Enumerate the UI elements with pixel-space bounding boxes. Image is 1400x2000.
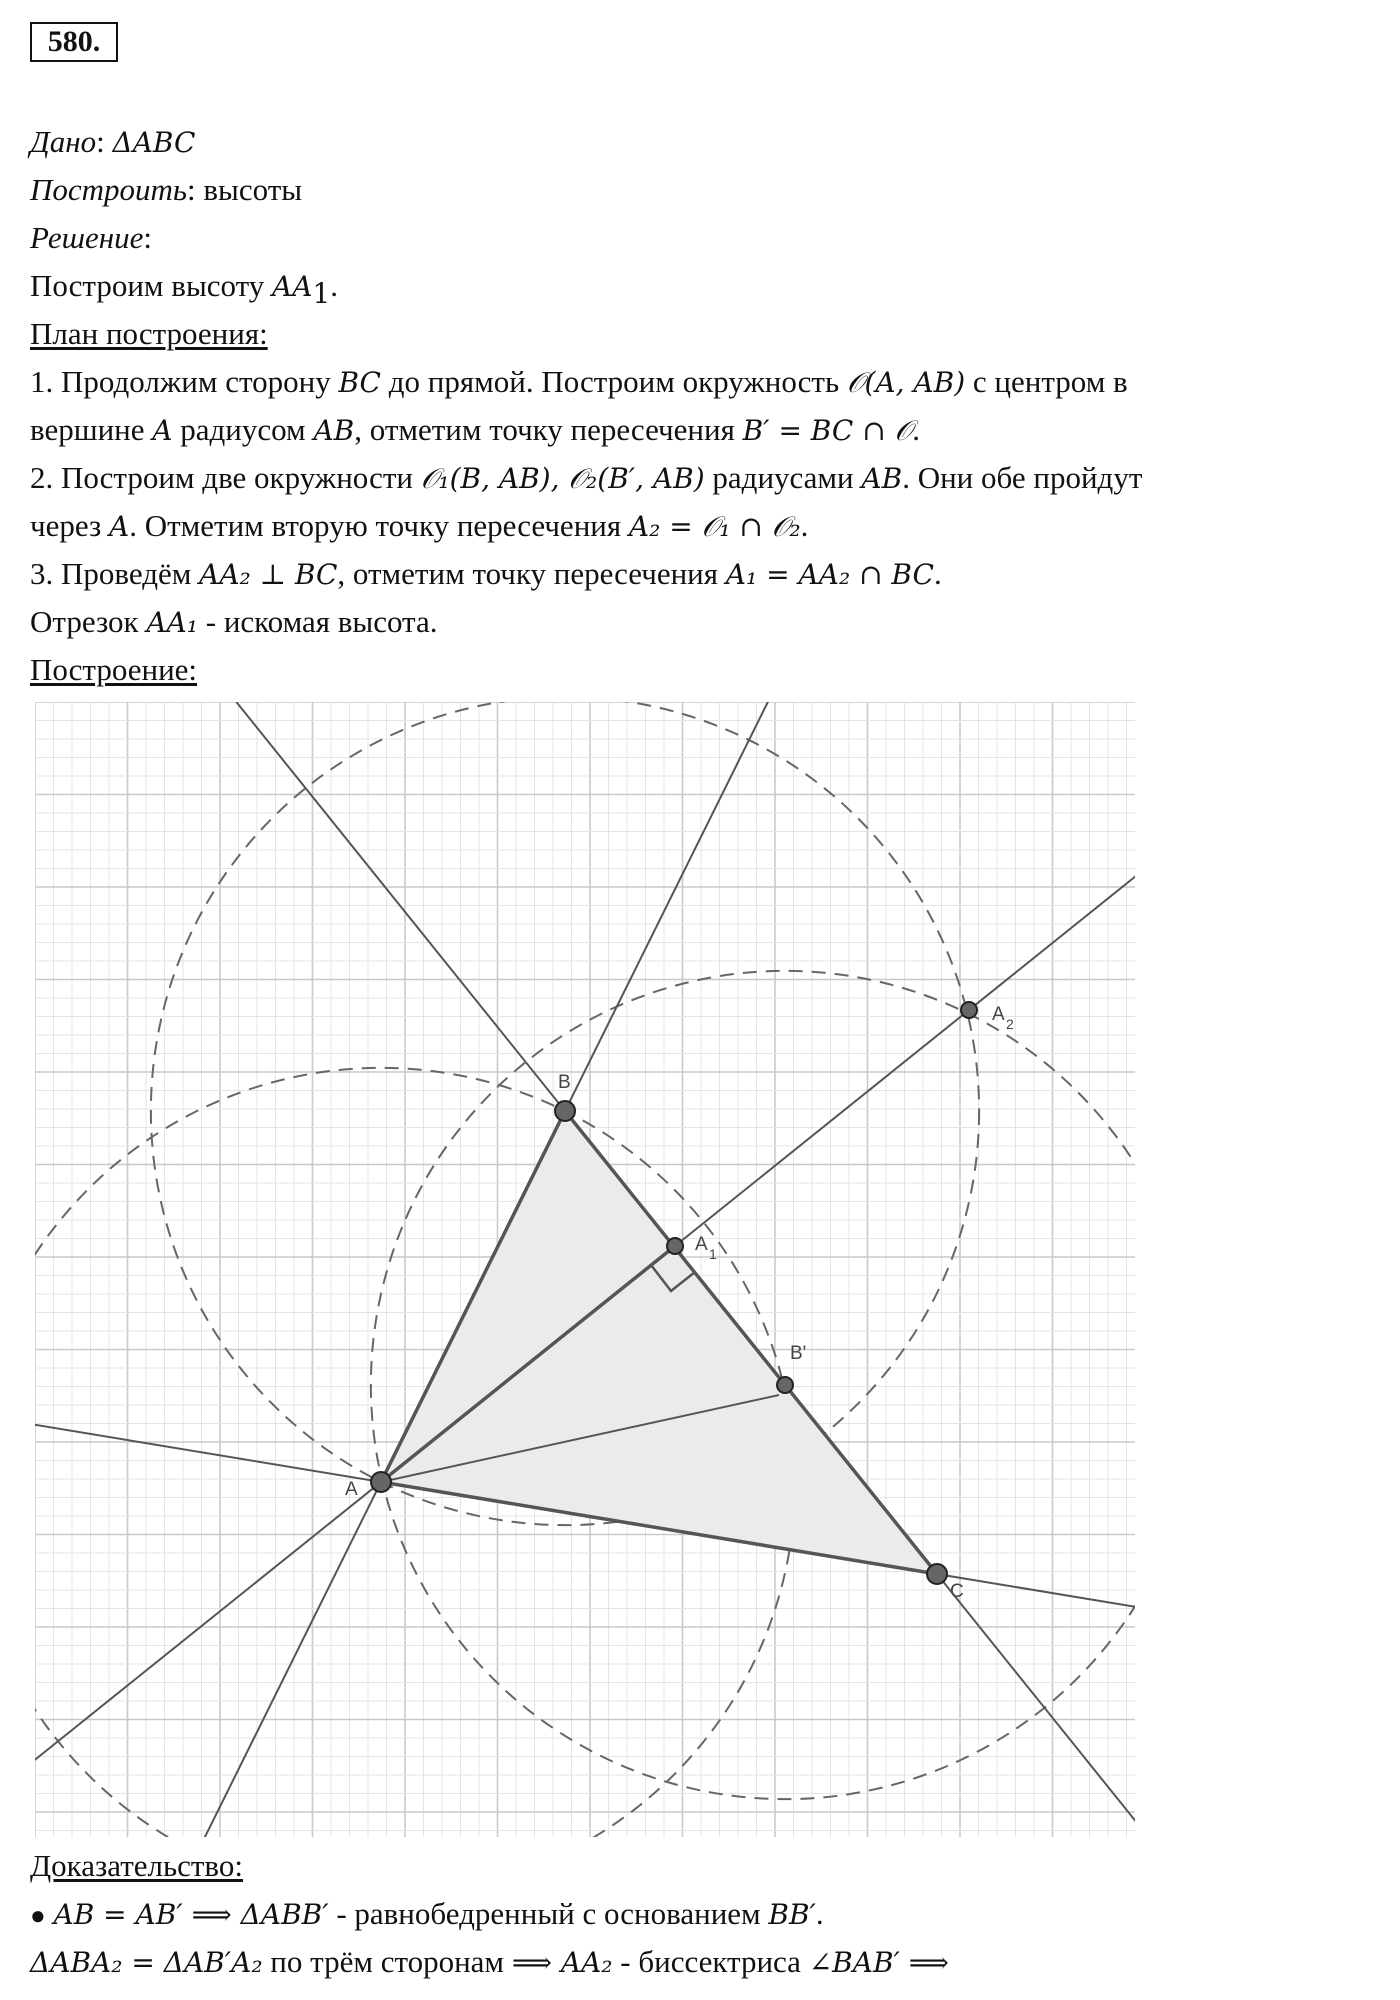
plan-heading: План построения: (30, 316, 268, 351)
step2-math: A (108, 510, 130, 543)
proof-math: ∠BAB′ ⟹ (808, 1946, 949, 1979)
step3-math: A₁ = AA₂ ∩ BC (725, 558, 934, 591)
construction-heading: Построение: (30, 652, 198, 687)
step1-math: AB (313, 414, 355, 447)
point-a2 (961, 1002, 977, 1018)
triangle-abc (381, 1111, 937, 1574)
step2-text: . Отметим вторую точку пересечения (129, 508, 629, 543)
proof-heading: Доказательство: (30, 1848, 243, 1883)
proof-math: AB = AB′ ⟹ ΔABB′ (53, 1898, 329, 1931)
proof-text: - биссектриса (612, 1944, 809, 1979)
step3-text: . (933, 556, 942, 591)
step2-text: . (800, 508, 809, 543)
step1-math: 𝒪(A, AB) (846, 366, 966, 399)
construct-label: Построить (30, 172, 188, 207)
segment-text: - искомая высота. (198, 604, 438, 639)
proof-math: ΔABA₂ = ΔAB′A₂ (30, 1946, 263, 1979)
step2-text: . Они обе пройдут (902, 460, 1143, 495)
label-A2: A (992, 1004, 1005, 1025)
label-Bprime: B' (790, 1343, 807, 1364)
bullet-icon: ● (30, 1901, 46, 1930)
proof-text: . (815, 1896, 824, 1931)
step1-text: 1. Продолжим сторону (30, 364, 339, 399)
label-B: B (558, 1072, 571, 1093)
intro-sub: 1 (312, 277, 331, 310)
construct-value: высоты (203, 172, 303, 207)
point-a1 (667, 1238, 683, 1254)
construct-line: Построить: высоты (30, 172, 303, 207)
step1-text: . (912, 412, 920, 447)
step3-line (30, 554, 942, 595)
proof-line-1 (30, 1894, 824, 1936)
construction-figure (35, 702, 1135, 1837)
label-C: C (950, 1581, 964, 1602)
point-a (371, 1472, 391, 1492)
step3-text: , отметим точку пересечения (337, 556, 726, 591)
step1-math: BC (338, 366, 381, 399)
step3-text: 3. Проведём (30, 556, 200, 591)
step2-text: радиусами (704, 460, 862, 495)
intro-math: AA (272, 270, 313, 303)
segment-math: AA₁ (146, 606, 198, 639)
step2-text: через (30, 508, 109, 543)
step2-math: A₂ = 𝒪₁ ∩ 𝒪₂ (628, 510, 801, 543)
step2-text: 2. Построим две окружности (30, 460, 421, 495)
problem-number: 580. (30, 22, 118, 62)
step2-math: AB (861, 462, 903, 495)
label-A2-sub: 2 (1006, 1016, 1014, 1032)
solution-line: Решение: (30, 220, 152, 255)
given-label: Дано (30, 124, 97, 159)
step1-text: до прямой. Построим окружность (380, 364, 847, 399)
proof-math: BB′ (768, 1898, 816, 1931)
label-A1-sub: 1 (709, 1246, 717, 1262)
step3-math: AA₂ ⊥ BC (199, 558, 338, 591)
proof-text: по трём сторонам (262, 1944, 512, 1979)
segment-line (30, 602, 438, 643)
label-A1: A (695, 1234, 708, 1255)
step1-math: B′ = BC ∩ 𝒪 (742, 414, 913, 447)
step1-line-b (30, 410, 920, 451)
point-bprime (777, 1377, 793, 1393)
step1-line-a (30, 362, 1128, 403)
proof-math: ⟹ AA₂ (511, 1946, 613, 1979)
intro-line: Построим высоту $AA_1$. (30, 268, 339, 310)
proof-line-2 (30, 1942, 949, 1983)
proof-text: - равнобедренный с основанием (328, 1896, 769, 1931)
point-b (555, 1101, 575, 1121)
step2-math: 𝒪₁(B, AB), 𝒪₂(B′, AB) (420, 462, 705, 495)
step1-text: , отметим точку пересечения (354, 412, 743, 447)
step1-text: вершине (30, 412, 153, 447)
step2-line-a (30, 458, 1142, 499)
point-c (927, 1564, 947, 1584)
given-line: Дано: ΔABC (30, 124, 196, 159)
step1-text: с центром в (965, 364, 1128, 399)
label-A: A (345, 1479, 358, 1500)
step1-math: A (152, 414, 173, 447)
step2-line-b (30, 506, 808, 547)
segment-text: Отрезок (30, 604, 147, 639)
given-value: ΔABC (112, 126, 196, 159)
intro-text: Построим высоту (30, 268, 273, 303)
solution-label: Решение (30, 220, 144, 255)
step1-text: радиусом (172, 412, 314, 447)
